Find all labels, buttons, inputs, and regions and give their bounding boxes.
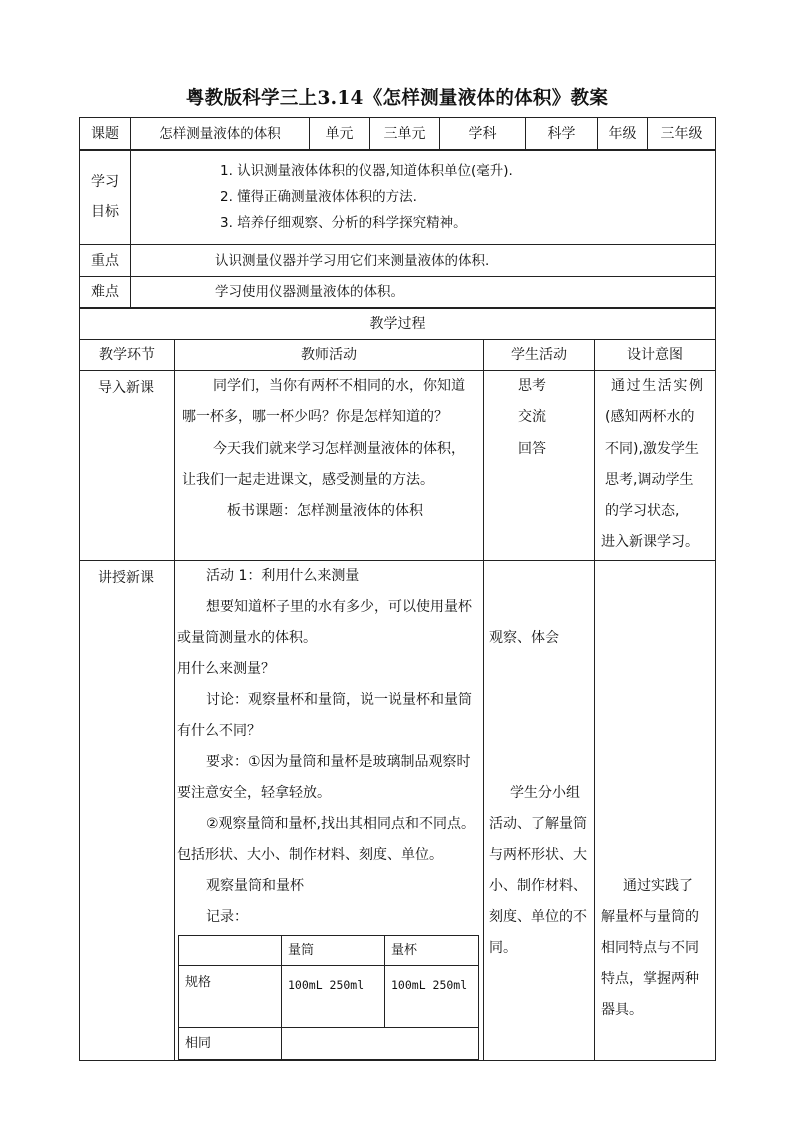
difficulty-label: 难点 [80, 277, 131, 308]
difficulty-text: 学习使用仪器测量液体的体积。 [131, 277, 716, 308]
lesson-teacher-line: 要注意安全，轻拿轻放。 [177, 785, 331, 801]
intro-teacher-line: 今天我们就来学习怎样测量液体的体积， [213, 441, 465, 457]
grade-label: 年级 [598, 118, 648, 151]
unit-label: 单元 [310, 118, 370, 151]
subject-label: 学科 [440, 118, 526, 151]
goals-label-line-2: 目标 [91, 204, 119, 220]
lesson-teacher-line: 包括形状、大小、制作材料、刻度、单位。 [177, 847, 443, 863]
record-cell: 100mL 250ml [385, 966, 479, 1028]
subject-value: 科学 [526, 118, 598, 151]
lesson-teacher-line: 活动 1：利用什么来测量 [206, 568, 360, 584]
lesson-design-line: 特点，掌握两种 [601, 971, 699, 987]
lesson-stage: 讲授新课 [98, 570, 154, 586]
lesson-teacher-line: 用什么来测量？ [177, 661, 275, 677]
intro-student-item: 思考 [518, 378, 546, 394]
intro-student-item: 回答 [518, 441, 546, 457]
intro-design-line: 进入新课学习。 [601, 534, 699, 550]
lesson-design-line: 解量杯与量筒的 [601, 909, 699, 925]
lesson-student-line: 活动、了解量筒 [489, 816, 587, 832]
intro-design-line: (感知两杯水的 [605, 409, 695, 425]
intro-teacher-line: 哪一杯多，哪一杯少吗？你是怎样知道的？ [182, 409, 448, 425]
goals-table [79, 149, 716, 308]
intro-teacher-line: 让我们一起走进课文，感受测量的方法。 [182, 472, 434, 488]
lesson-teacher-line: 有什么不同？ [177, 723, 261, 739]
lesson-teacher-line: 要求：①因为量筒和量杯是玻璃制品观察时 [206, 754, 471, 770]
lesson-teacher-line: 观察量筒和量杯 [206, 878, 304, 894]
record-row-label: 规格 [179, 966, 282, 1028]
lesson-design-cell [595, 561, 716, 1061]
lesson-design-line: 相同特点与不同 [601, 940, 699, 956]
grade-value: 三年级 [648, 118, 716, 151]
intro-teacher-cell [175, 371, 484, 561]
intro-stage: 导入新课 [98, 380, 154, 396]
lesson-student-line: 同。 [489, 940, 517, 956]
lesson-student-line: 学生分小组 [510, 785, 580, 801]
lesson-student-text: 观察、体会 [489, 630, 559, 646]
lesson-teacher-line: 想要知道杯子里的水有多少，可以使用量杯 [206, 599, 472, 615]
lesson-teacher-line: 或量筒测量水的体积。 [177, 630, 317, 646]
goal-item: 2. 懂得正确测量液体体积的方法. [220, 189, 417, 205]
record-header-blank [179, 936, 282, 966]
intro-design-line: 不同),激发学生 [605, 441, 699, 457]
record-header-cylinder: 量筒 [282, 936, 385, 966]
goals-label-line-1: 学习 [91, 174, 119, 190]
lesson-student-line: 与两杯形状、大 [489, 847, 587, 863]
process-table [79, 308, 716, 1061]
lesson-stage-cell [80, 561, 175, 1061]
lesson-design-line: 通过实践了 [623, 878, 693, 894]
key-point-text: 认识测量仪器并学习用它们来测量液体的体积. [131, 245, 716, 277]
goals-label [80, 150, 131, 245]
key-point-label: 重点 [80, 245, 131, 277]
lesson-student-cell [484, 561, 595, 1061]
unit-value: 三单元 [370, 118, 440, 151]
info-table [79, 117, 716, 151]
lesson-teacher-line: 讨论：观察量杯和量筒，说一说量杯和量筒 [206, 692, 472, 708]
header-design: 设计意图 [595, 340, 716, 371]
lesson-student-line: 刻度、单位的不 [489, 909, 587, 925]
intro-teacher-line: 板书课题：怎样测量液体的体积 [227, 503, 423, 519]
lesson-teacher-cell [175, 561, 484, 1061]
intro-design-cell [595, 371, 716, 561]
lesson-design-line: 器具。 [601, 1002, 643, 1018]
intro-student-cell [484, 371, 595, 561]
lesson-student-line: 小、制作材料、 [489, 878, 587, 894]
record-cell [282, 1028, 479, 1060]
document-title: 粤教版科学三上3.14《怎样测量液体的体积》教案 [185, 88, 609, 109]
process-title: 教学过程 [80, 309, 716, 340]
record-table [178, 935, 479, 1060]
course-value: 怎样测量液体的体积 [131, 118, 310, 151]
intro-design-line: 的学习状态, [605, 503, 680, 519]
header-student: 学生活动 [484, 340, 595, 371]
header-stage: 教学环节 [80, 340, 175, 371]
intro-design-line: 通过生活实例 [611, 378, 705, 394]
lesson-teacher-line: 记录： [206, 909, 248, 925]
intro-teacher-line: 同学们，当你有两杯不相同的水，你知道 [213, 378, 465, 394]
header-teacher: 教师活动 [175, 340, 484, 371]
course-label: 课题 [80, 118, 131, 151]
intro-design-line: 思考,调动学生 [605, 472, 694, 488]
record-cell: 100mL 250ml [282, 966, 385, 1028]
intro-student-item: 交流 [518, 409, 546, 425]
record-row-label: 相同 [179, 1028, 282, 1060]
intro-stage-cell [80, 371, 175, 561]
record-header-cup: 量杯 [385, 936, 479, 966]
lesson-teacher-line: ②观察量筒和量杯,找出其相同点和不同点。 [206, 816, 475, 832]
goals-content [131, 150, 716, 245]
goal-item: 3. 培养仔细观察、分析的科学探究精神。 [220, 215, 467, 231]
goal-item: 1. 认识测量液体体积的仪器,知道体积单位(毫升). [220, 163, 513, 179]
